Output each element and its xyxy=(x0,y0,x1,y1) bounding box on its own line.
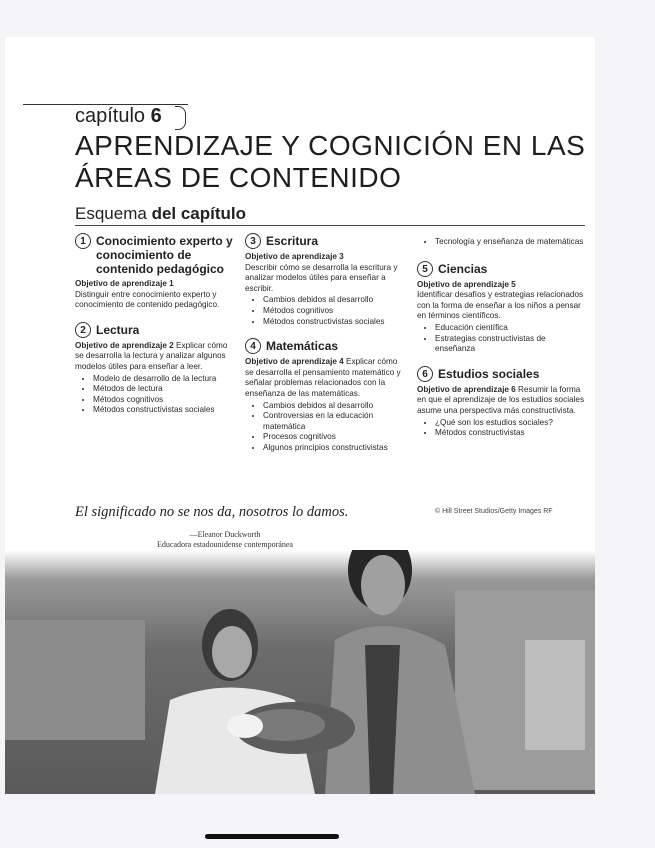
section-6 xyxy=(417,367,587,439)
quote-author-role: Educadora estadounidense contemporánea xyxy=(157,540,293,549)
outline-column-2 xyxy=(245,234,405,466)
section-4 xyxy=(245,339,405,453)
photo-illustration xyxy=(5,550,595,794)
chapter-number: 6 xyxy=(150,105,162,127)
quote-attribution xyxy=(145,530,305,550)
list-item: • Métodos cognitivos xyxy=(93,395,235,406)
chapter-title-line2: ÁREAS DE CONTENIDO xyxy=(75,162,402,193)
section-items xyxy=(417,418,587,439)
section-title: Estudios sociales xyxy=(438,366,540,381)
section-items xyxy=(245,295,405,327)
section-text: Describir cómo se desarrolla la escritura y analizar modelos útiles para enseñar a escribir. xyxy=(245,262,398,293)
list-item: • Métodos de lectura xyxy=(93,384,235,395)
section-number-badge: 5 xyxy=(417,261,433,277)
list-item: • Procesos cognitivos xyxy=(263,432,405,443)
list-item: • Modelo de desarrollo de la lectura xyxy=(93,374,235,385)
section-title: Conocimiento experto y conocimiento de contenido pedagógico xyxy=(96,234,233,276)
section-objective: Objetivo de aprendizaje 6 xyxy=(417,384,516,394)
list-item: • Estrategias constructivistas de enseñanza xyxy=(435,334,587,355)
section-number-badge: 2 xyxy=(75,322,91,338)
chapter-title xyxy=(75,130,585,194)
list-item: • Cambios debidos al desarrollo xyxy=(263,401,405,412)
list-item: • Controversias en la educación matemática xyxy=(263,411,405,432)
section-objective: Objetivo de aprendizaje 3 xyxy=(245,252,344,261)
section-text: Identificar desafíos y estrategias relacionados con la forma de enseñar a los niños a pensar en términos científicos. xyxy=(417,290,584,321)
outline-rule xyxy=(75,225,585,226)
section-number-badge: 4 xyxy=(245,338,261,354)
quote-author: —Eleanor Duckworth xyxy=(189,530,261,539)
list-item: • Métodos constructivistas sociales xyxy=(93,405,235,416)
textbook-page xyxy=(5,37,595,794)
section-1 xyxy=(75,234,235,311)
section-text: Resumir la forma en que el aprendizaje de los estudios sociales asume una perspectiva más constructivista. xyxy=(417,384,585,415)
section-text: Explicar cómo se desarrolla la lectura y analizar algunos modelos útiles para enseñar a leer. xyxy=(75,340,228,371)
outline-label-bold: del capítulo xyxy=(151,204,247,223)
list-item: • Métodos cognitivos xyxy=(263,306,405,317)
section-items xyxy=(245,401,405,454)
outline-label-light: Esquema xyxy=(75,204,147,223)
section-items xyxy=(75,374,235,416)
chapter-quote: El significado no se nos da, nosotros lo damos. xyxy=(75,504,349,520)
section-text: Distinguir entre conocimiento experto y conocimiento de contenido pedagógico. xyxy=(75,289,220,310)
section-title: Matemáticas xyxy=(266,339,339,354)
section-5 xyxy=(417,262,587,355)
section-number-badge: 6 xyxy=(417,366,433,382)
chapter-title-line1: APRENDIZAJE Y COGNICIÓN EN LAS xyxy=(75,130,586,161)
list-item: • Tecnología y enseñanza de matemáticas xyxy=(435,237,587,248)
list-item: • Educación científica xyxy=(435,323,587,334)
section-objective: Objetivo de aprendizaje 1 xyxy=(75,279,174,288)
section-number-badge: 1 xyxy=(75,233,91,249)
section-title: Ciencias xyxy=(438,261,488,276)
section-number-badge: 3 xyxy=(245,233,261,249)
outline-column-3 xyxy=(417,236,587,451)
list-item: • Cambios debidos al desarrollo xyxy=(263,295,405,306)
section-title: Escritura xyxy=(266,234,319,248)
chapter-photo xyxy=(5,550,595,794)
section-2 xyxy=(75,323,235,416)
chapter-bracket xyxy=(175,106,186,130)
section-3 xyxy=(245,234,405,327)
section-title: Lectura xyxy=(96,322,140,337)
section-objective: Objetivo de aprendizaje 2 xyxy=(75,340,174,350)
section-4-items-continued xyxy=(417,237,587,248)
outline-heading xyxy=(75,204,246,224)
list-item: • Métodos constructivistas xyxy=(435,428,587,439)
photo-credit: © Hill Street Studios/Getty Images RF xyxy=(435,508,553,515)
section-text: Explicar cómo se desarrolla el pensamiento matemático y señalar problemas relacionados con la enseñanza de las matemáticas. xyxy=(245,357,401,398)
chapter-word: capítulo xyxy=(75,105,146,127)
section-items xyxy=(417,323,587,355)
list-item: • ¿Qué son los estudios sociales? xyxy=(435,418,587,429)
outline-column-1 xyxy=(75,234,235,428)
home-indicator[interactable] xyxy=(205,834,339,839)
section-objective: Objetivo de aprendizaje 4 xyxy=(245,357,344,367)
section-objective: Objetivo de aprendizaje 5 xyxy=(417,279,516,289)
chapter-label xyxy=(75,105,162,128)
list-item: • Algunos principios constructivistas xyxy=(263,443,405,454)
list-item: • Métodos constructivistas sociales xyxy=(263,317,405,328)
